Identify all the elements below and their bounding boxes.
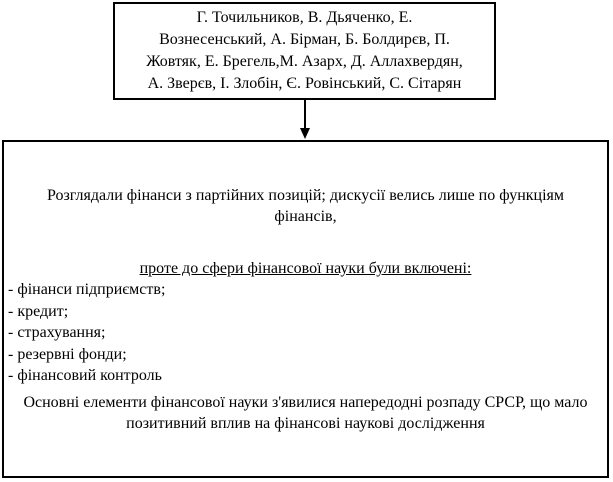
authors-box	[113, 2, 496, 100]
list-item: - страхування;	[8, 324, 106, 341]
description-box	[2, 140, 609, 478]
conclusion-text: Основні елементи фінансової науки з'явилися напередодні розпаду СРСР, що мало позитивний вплив на фінансові наукові дослідження	[23, 394, 588, 432]
subheading-text: проте до сфери фінансової науки були включені:	[139, 260, 472, 277]
list-item: - фінансовий контроль	[8, 367, 162, 384]
authors-line: Г. Точильников, В. Дьяченко, Е.	[196, 9, 413, 26]
arrow-head-icon	[300, 128, 310, 139]
authors-line: Жовтяк, Е. Брегель,М. Азарх, Д. Аллахвердян,	[146, 53, 463, 70]
list-item: - кредит;	[8, 302, 69, 320]
list-item: - фінанси підприємств;	[8, 281, 166, 298]
list-item: - резервні фонди;	[8, 345, 127, 363]
authors-line: Вознесенський, А. Бірман, Б. Болдирєв, П.	[159, 31, 450, 48]
intro-text: Розглядали фінанси з партійних позицій; дискусії велись лише по функціям фінансів,	[46, 187, 565, 225]
authors-text	[146, 7, 463, 95]
included-items-list	[8, 279, 165, 387]
authors-line: А. Зверєв, І. Злобін, Є. Ровінський, С. Сітарян	[147, 75, 462, 92]
